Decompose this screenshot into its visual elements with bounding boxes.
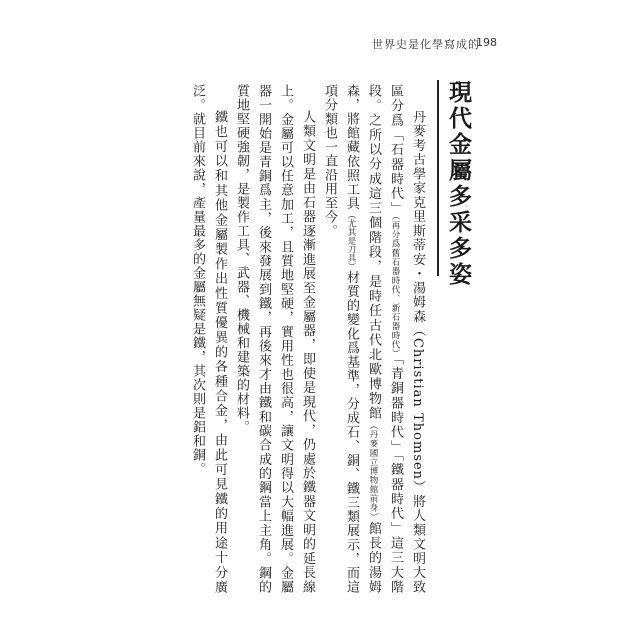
page-number: 198: [476, 36, 497, 49]
running-head: 世界史是化學寫成的: [372, 38, 480, 51]
section-rule: [437, 80, 439, 276]
paragraph-3-text: 鐵也可以和其他金屬製作出性質優異的各種合金，由此可見鐵的用途十分廣泛。就目前來說，產量最多的金屬無疑是鐵，其次則是鋁和銅。: [190, 84, 227, 594]
paragraph-1-text-b: 「青銅器時代」「鐵器時代」這三大階段。之所以分成這三個階段，是時任古代北歐博物館: [366, 84, 403, 595]
paragraph-2: [230, 84, 318, 594]
body-text: [168, 84, 428, 594]
paragraph-1: [318, 84, 428, 594]
paragraph-1-text-a: 丹麥考古學家克里斯蒂安・湯姆森（Christian Thomsen）將人類文明大致區分爲「石器時代」: [388, 84, 425, 594]
inline-note-periods: （再分爲舊石器時代、新石器時代）: [390, 215, 400, 359]
paragraph-1-text-d: 材質的變化爲基準，分成石、銅、鐵三類展示，而這項分類也一直沿用至今。: [322, 84, 359, 595]
paragraph-3: [186, 84, 230, 594]
inline-note-museum: （丹麥國立博物館前身）: [368, 420, 378, 522]
inline-note-tools: （尤其是刀具）: [346, 210, 356, 271]
section-title: 現代金屬多采多姿: [445, 80, 471, 288]
paragraph-1-text-c: 館長的湯姆森，將館藏依照工具: [344, 84, 381, 595]
paragraph-2-text: 人類文明是由石器逐漸進展至金屬器，即使是現代，仍處於鐵器文明的延長線上。金屬可以任意加工，且質地堅硬，實用性也很高，讓文明得以大幅進展。金屬器一開始是青銅爲主，後來發展到鐵，再後來才由鐵和碳合成的鋼當上主角。鋼的質地堅硬強韌，是製作工具、武器、機械和建築的材料。: [234, 84, 315, 594]
